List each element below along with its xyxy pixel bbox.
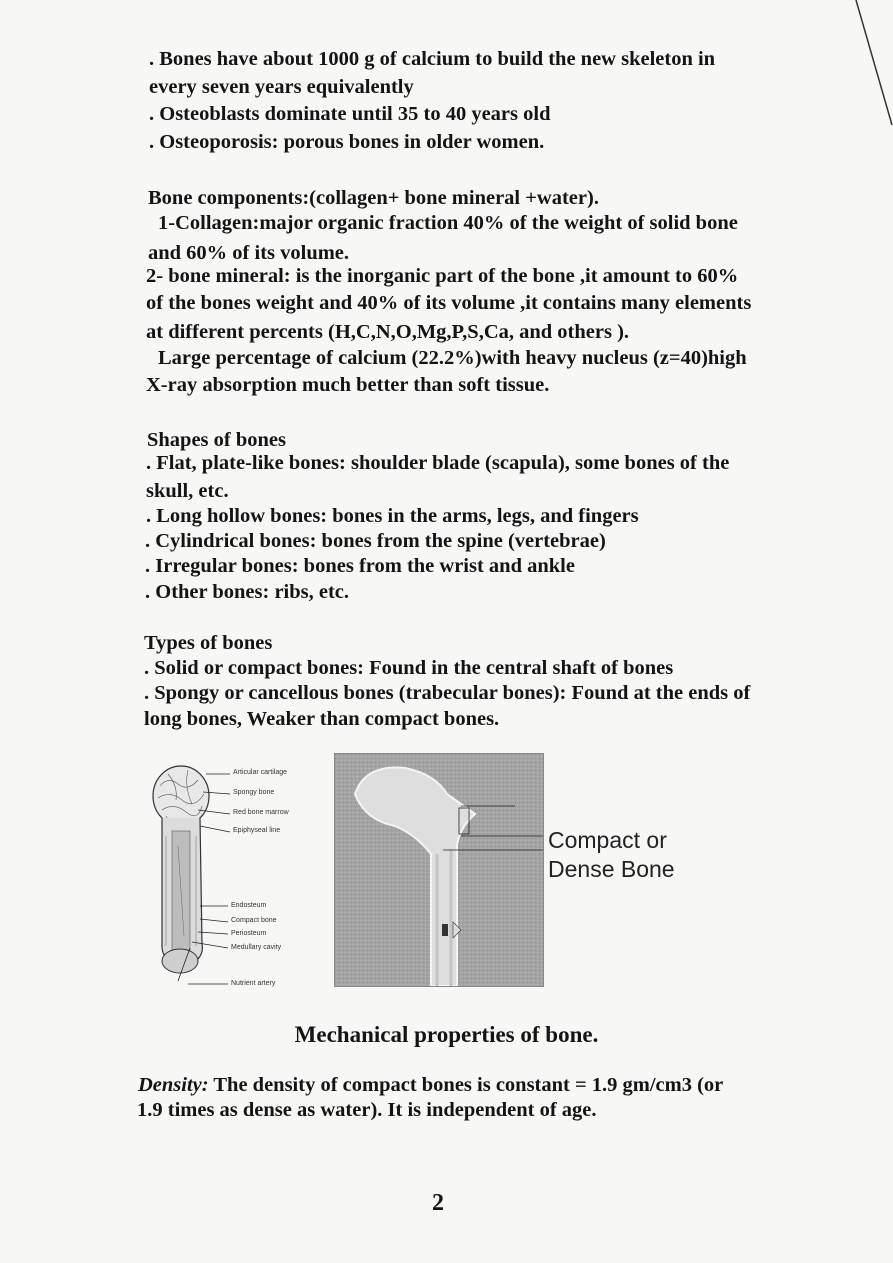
page-edge-mark xyxy=(850,0,893,130)
shapes-title: Shapes of bones xyxy=(147,429,286,451)
label-red-bone-marrow: Red bone marrow xyxy=(233,809,289,816)
components-line-8: X-ray absorption much better than soft tissue. xyxy=(146,374,550,396)
shapes-line-6: . Other bones: ribs, etc. xyxy=(145,581,350,603)
femur-xray-drawing xyxy=(335,754,543,986)
compact-caption-line-1: Compact or xyxy=(548,827,667,853)
components-line-6: at different percents (H,C,N,O,Mg,P,S,Ca, and others ). xyxy=(146,321,630,343)
long-bone-diagram xyxy=(148,756,318,991)
label-nutrient-artery: Nutrient artery xyxy=(231,980,276,987)
intro-line-3: . Osteoblasts dominate until 35 to 40 years old xyxy=(149,103,551,125)
compact-caption-line-2: Dense Bone xyxy=(548,856,675,882)
components-line-5: of the bones weight and 40% of its volume ,it contains many elements xyxy=(146,292,752,314)
types-title: Types of bones xyxy=(144,632,273,654)
types-line-2: . Spongy or cancellous bones (trabecular bones): Found at the ends of xyxy=(144,682,751,704)
intro-line-2: every seven years equivalently xyxy=(149,76,414,98)
density-text-1: The density of compact bones is constant = 1.9 gm/cm3 (or xyxy=(208,1074,724,1096)
intro-line-4: . Osteoporosis: porous bones in older women. xyxy=(149,131,545,153)
shapes-line-3: . Long hollow bones: bones in the arms, legs, and fingers xyxy=(146,505,639,527)
components-line-2: 1-Collagen:major organic fraction 40% of the weight of solid bone xyxy=(158,212,738,234)
label-spongy-bone: Spongy bone xyxy=(233,789,275,796)
density-line-1 xyxy=(138,1072,723,1098)
shapes-line-4: . Cylindrical bones: bones from the spine (vertebrae) xyxy=(145,530,606,552)
shapes-line-2: skull, etc. xyxy=(146,480,229,502)
label-compact-bone: Compact bone xyxy=(231,917,277,924)
density-line-2: 1.9 times as dense as water). It is independent of age. xyxy=(137,1099,597,1121)
compact-bone-caption xyxy=(548,826,675,884)
density-term: Density: xyxy=(138,1074,209,1096)
label-articular-cartilage: Articular cartilage xyxy=(233,769,288,776)
femur-xray-image xyxy=(334,753,544,987)
section-heading-mechanical: Mechanical properties of bone. xyxy=(294,1022,599,1047)
types-line-1: . Solid or compact bones: Found in the central shaft of bones xyxy=(144,657,674,679)
shapes-line-1: . Flat, plate-like bones: shoulder blade (scapula), some bones of the xyxy=(146,452,730,474)
label-epiphyseal-line: Epiphyseal line xyxy=(233,827,281,834)
components-title: Bone components:(collagen+ bone mineral +water). xyxy=(148,187,599,209)
label-periosteum: Periosteum xyxy=(231,930,267,937)
components-line-7: Large percentage of calcium (22.2%)with heavy nucleus (z=40)high xyxy=(158,347,747,369)
types-line-3: long bones, Weaker than compact bones. xyxy=(144,708,500,730)
label-endosteum: Endosteum xyxy=(231,902,267,909)
components-line-4: 2- bone mineral: is the inorganic part of the bone ,it amount to 60% xyxy=(146,265,739,287)
label-medullary-cavity: Medullary cavity xyxy=(231,944,282,951)
components-line-3: and 60% of its volume. xyxy=(148,242,350,264)
intro-line-1: . Bones have about 1000 g of calcium to build the new skeleton in xyxy=(149,48,716,70)
shapes-line-5: . Irregular bones: bones from the wrist and ankle xyxy=(145,555,575,577)
page-number: 2 xyxy=(432,1190,444,1216)
